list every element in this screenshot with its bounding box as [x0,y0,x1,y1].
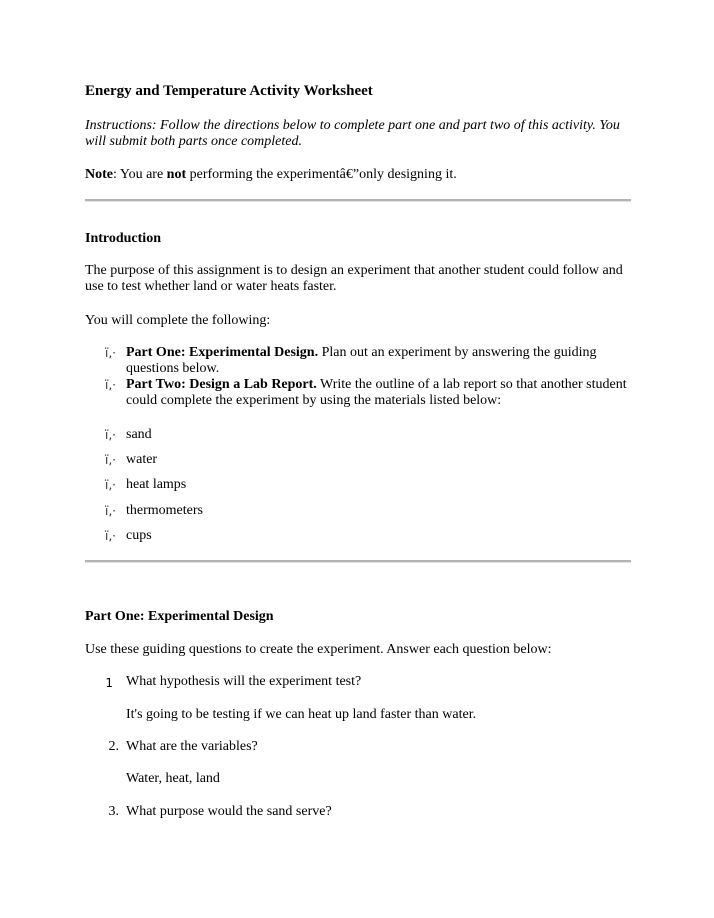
bullet-icon: ï‚· [105,453,116,467]
material-label: sand [126,427,152,442]
worksheet-page [85,0,633,918]
answer-text: It's going to be testing if we can heat up land faster than water. [126,707,477,722]
material-label: thermometers [126,503,203,518]
bullet-icon: ï‚· [105,428,116,442]
introduction-heading: Introduction [85,231,161,246]
question-number: 1 [105,676,113,690]
question-text: What are the variables? [126,739,258,754]
instructions-text: Instructions: Follow the directions below to complete part one and part two of this activity. You will submit both parts once completed. [85,118,620,149]
bullet-icon: ï‚· [105,378,116,392]
introduction-purpose-text: The purpose of this assignment is to design an experiment that another student could follow and use to test whether land or water heats faster. [85,263,623,294]
note-emphasis: not [166,167,187,182]
horizontal-divider [85,560,631,563]
guiding-questions-intro: Use these guiding questions to create the experiment. Answer each question below: [85,642,552,657]
material-label: water [126,452,158,467]
bullet-icon: ï‚· [105,478,116,492]
answer-text: Water, heat, land [126,771,220,786]
note-label: Note [85,167,113,182]
part-one-heading: Part One: Experimental Design [85,609,274,624]
material-label: cups [126,528,152,543]
part-two-description: Write the outline of a lab report so that another student could complete the experiment by using the materials listed below: [126,377,627,408]
bullet-icon: ï‚· [105,504,116,518]
part-one-description: Plan out an experiment by answering the guiding questions below. [126,345,597,376]
horizontal-divider [85,199,631,202]
document-title: Energy and Temperature Activity Worksheet [85,83,373,99]
material-label: heat lamps [126,477,187,492]
bullet-icon: ï‚· [105,346,116,360]
note-text-after: performing the experimentâ€”only designing it. [186,167,457,182]
part-one-bold-label: Part One: Experimental Design. [126,345,319,360]
part-two-bold-label: Part Two: Design a Lab Report. [126,377,317,392]
question-number: 2. [108,739,119,754]
complete-following-label: You will complete the following: [85,313,271,328]
note-text-before: : You are [113,167,167,182]
bullet-icon: ï‚· [105,529,116,543]
note-line [85,167,457,183]
question-number: 3. [108,804,119,819]
question-text: What hypothesis will the experiment test? [126,674,362,689]
question-text: What purpose would the sand serve? [126,804,332,819]
